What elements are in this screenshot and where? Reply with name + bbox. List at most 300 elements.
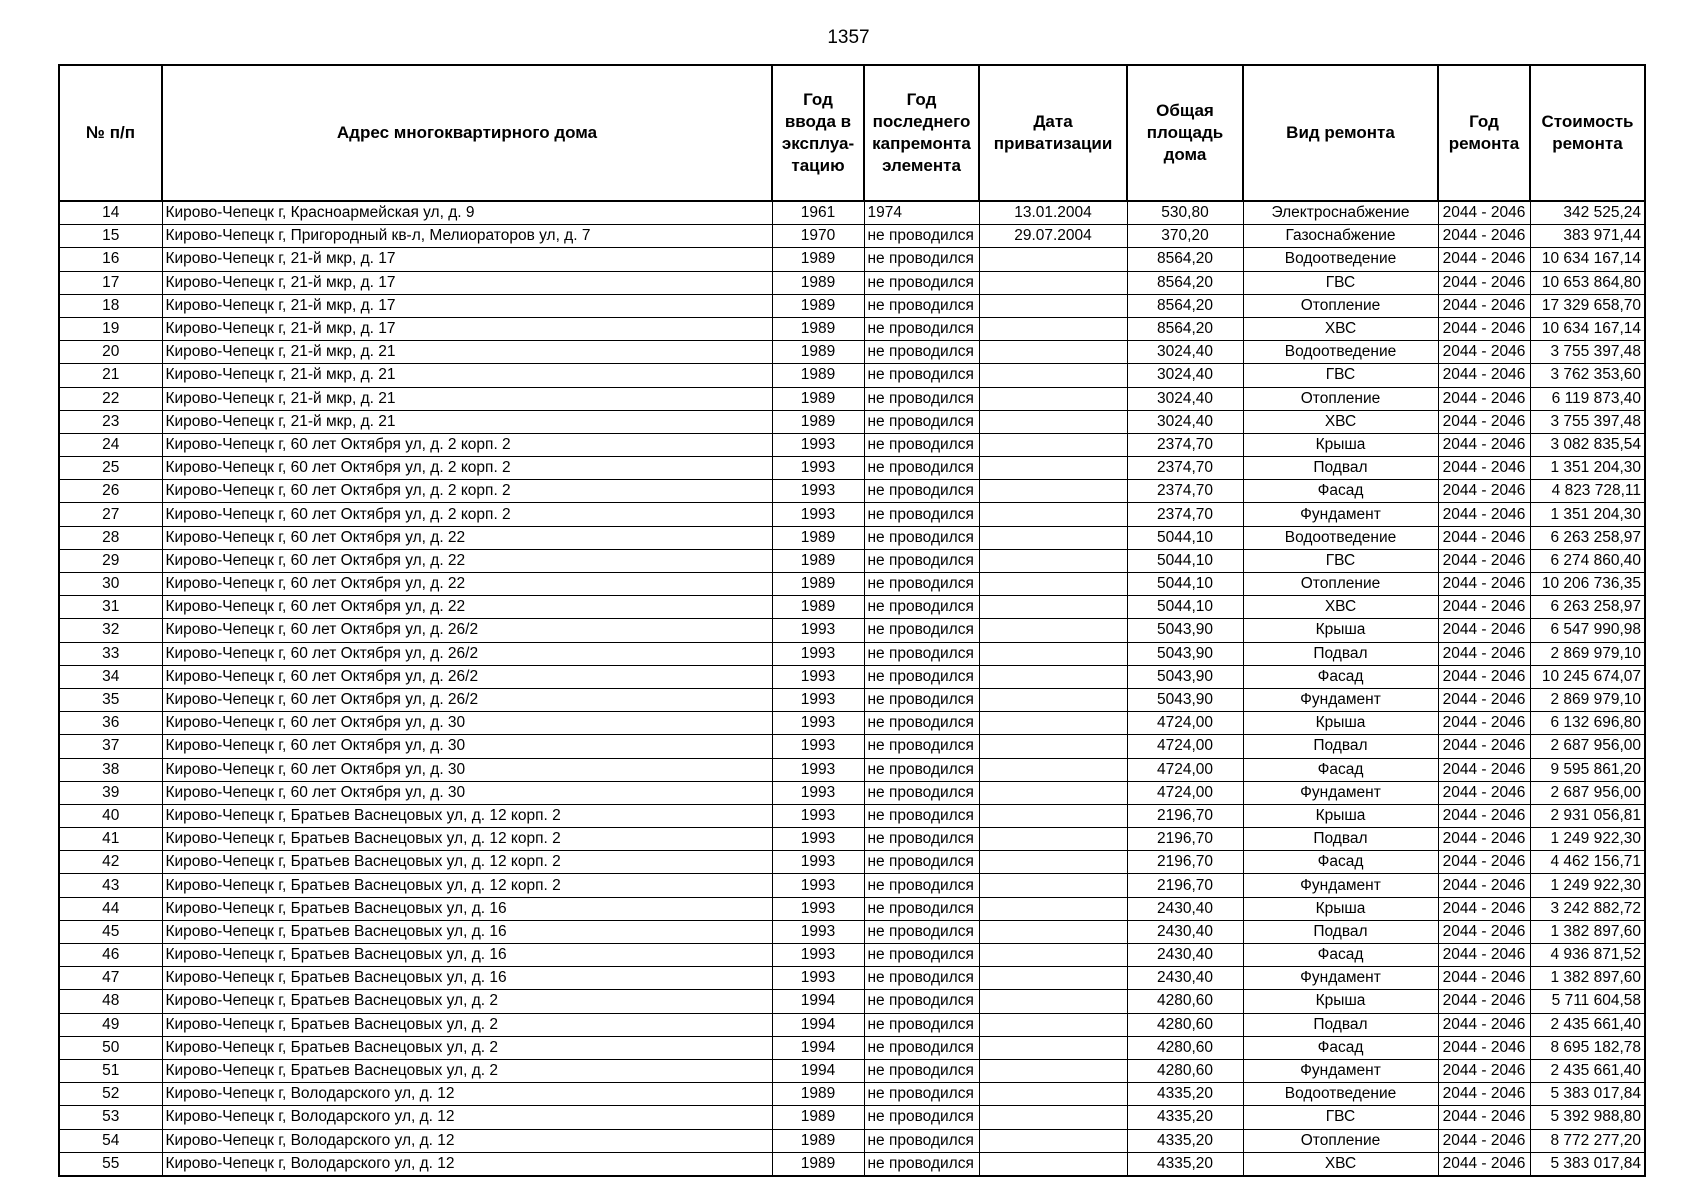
cell-repair-year: 2044 - 2046 xyxy=(1438,758,1530,781)
cell-area: 3024,40 xyxy=(1127,364,1243,387)
cell-privatization-date xyxy=(979,712,1127,735)
page-number: 1357 xyxy=(827,27,870,48)
cell-year-in: 1993 xyxy=(772,712,864,735)
cell-address: Кирово-Чепецк г, 60 лет Октября ул, д. 26/2 xyxy=(162,688,772,711)
cell-privatization-date xyxy=(979,1083,1127,1106)
cell-year-in: 1993 xyxy=(772,874,864,897)
cell-row-num: 30 xyxy=(59,573,162,596)
cell-cost: 1 351 204,30 xyxy=(1530,457,1645,480)
cell-repair-year: 2044 - 2046 xyxy=(1438,828,1530,851)
cell-area: 3024,40 xyxy=(1127,410,1243,433)
cell-cost: 3 755 397,48 xyxy=(1530,341,1645,364)
cell-year-in: 1993 xyxy=(772,967,864,990)
cell-cost: 6 263 258,97 xyxy=(1530,526,1645,549)
cell-year-in: 1993 xyxy=(772,480,864,503)
cell-area: 4335,20 xyxy=(1127,1129,1243,1152)
cell-cost: 17 329 658,70 xyxy=(1530,294,1645,317)
cell-last-repair: не проводился xyxy=(864,967,979,990)
cell-repair-type: ХВС xyxy=(1243,1152,1438,1176)
cell-last-repair: не проводился xyxy=(864,619,979,642)
cell-year-in: 1989 xyxy=(772,317,864,340)
cell-privatization-date xyxy=(979,573,1127,596)
cell-last-repair: не проводился xyxy=(864,1013,979,1036)
cell-address: Кирово-Чепецк г, Братьев Васнецовых ул, д. 12 корп. 2 xyxy=(162,828,772,851)
cell-privatization-date xyxy=(979,897,1127,920)
cell-row-num: 50 xyxy=(59,1036,162,1059)
cell-row-num: 24 xyxy=(59,433,162,456)
cell-last-repair: не проводился xyxy=(864,851,979,874)
table-row xyxy=(59,549,1645,572)
cell-area: 2196,70 xyxy=(1127,851,1243,874)
cell-row-num: 37 xyxy=(59,735,162,758)
cell-privatization-date xyxy=(979,549,1127,572)
cell-cost: 342 525,24 xyxy=(1530,201,1645,225)
cell-cost: 4 462 156,71 xyxy=(1530,851,1645,874)
cell-privatization-date xyxy=(979,480,1127,503)
table-row xyxy=(59,1083,1645,1106)
cell-area: 8564,20 xyxy=(1127,248,1243,271)
cell-privatization-date xyxy=(979,758,1127,781)
cell-area: 8564,20 xyxy=(1127,294,1243,317)
cell-privatization-date xyxy=(979,317,1127,340)
cell-cost: 4 823 728,11 xyxy=(1530,480,1645,503)
cell-address: Кирово-Чепецк г, Красноармейская ул, д. 9 xyxy=(162,201,772,225)
cell-row-num: 48 xyxy=(59,990,162,1013)
cell-privatization-date xyxy=(979,433,1127,456)
cell-last-repair: не проводился xyxy=(864,596,979,619)
cell-privatization-date xyxy=(979,1152,1127,1176)
table-row xyxy=(59,410,1645,433)
cell-cost: 6 119 873,40 xyxy=(1530,387,1645,410)
cell-repair-type: ХВС xyxy=(1243,317,1438,340)
cell-row-num: 41 xyxy=(59,828,162,851)
cell-area: 5043,90 xyxy=(1127,619,1243,642)
cell-year-in: 1993 xyxy=(772,619,864,642)
cell-area: 4335,20 xyxy=(1127,1106,1243,1129)
cell-area: 4335,20 xyxy=(1127,1152,1243,1176)
table-row xyxy=(59,944,1645,967)
cell-repair-type: Фасад xyxy=(1243,851,1438,874)
cell-privatization-date xyxy=(979,271,1127,294)
cell-repair-type: Водоотведение xyxy=(1243,341,1438,364)
cell-privatization-date xyxy=(979,1129,1127,1152)
cell-last-repair: не проводился xyxy=(864,897,979,920)
cell-cost: 2 931 056,81 xyxy=(1530,804,1645,827)
cell-address: Кирово-Чепецк г, 60 лет Октября ул, д. 22 xyxy=(162,526,772,549)
cell-address: Кирово-Чепецк г, 21-й мкр, д. 17 xyxy=(162,317,772,340)
cell-year-in: 1993 xyxy=(772,781,864,804)
cell-year-in: 1989 xyxy=(772,573,864,596)
cell-year-in: 1993 xyxy=(772,828,864,851)
cell-last-repair: не проводился xyxy=(864,944,979,967)
cell-last-repair: не проводился xyxy=(864,294,979,317)
cell-repair-year: 2044 - 2046 xyxy=(1438,596,1530,619)
table-row xyxy=(59,920,1645,943)
cell-repair-year: 2044 - 2046 xyxy=(1438,480,1530,503)
cell-area: 5043,90 xyxy=(1127,665,1243,688)
cell-year-in: 1961 xyxy=(772,201,864,225)
cell-address: Кирово-Чепецк г, Володарского ул, д. 12 xyxy=(162,1129,772,1152)
cell-repair-type: ГВС xyxy=(1243,271,1438,294)
cell-address: Кирово-Чепецк г, 21-й мкр, д. 17 xyxy=(162,294,772,317)
cell-row-num: 32 xyxy=(59,619,162,642)
cell-year-in: 1989 xyxy=(772,341,864,364)
cell-address: Кирово-Чепецк г, Братьев Васнецовых ул, д. 16 xyxy=(162,944,772,967)
cell-row-num: 20 xyxy=(59,341,162,364)
table-row xyxy=(59,1036,1645,1059)
cell-repair-year: 2044 - 2046 xyxy=(1438,341,1530,364)
cell-repair-type: Крыша xyxy=(1243,897,1438,920)
cell-cost: 10 245 674,07 xyxy=(1530,665,1645,688)
repair-table xyxy=(58,64,1646,1177)
table-row xyxy=(59,317,1645,340)
cell-privatization-date xyxy=(979,248,1127,271)
cell-row-num: 40 xyxy=(59,804,162,827)
table-body xyxy=(59,201,1645,1176)
cell-address: Кирово-Чепецк г, 21-й мкр, д. 21 xyxy=(162,387,772,410)
cell-last-repair: не проводился xyxy=(864,781,979,804)
cell-last-repair: не проводился xyxy=(864,758,979,781)
table-row xyxy=(59,804,1645,827)
table-row xyxy=(59,387,1645,410)
cell-repair-year: 2044 - 2046 xyxy=(1438,1036,1530,1059)
cell-repair-type: Газоснабжение xyxy=(1243,225,1438,248)
cell-last-repair: не проводился xyxy=(864,874,979,897)
cell-year-in: 1993 xyxy=(772,851,864,874)
cell-row-num: 18 xyxy=(59,294,162,317)
cell-repair-year: 2044 - 2046 xyxy=(1438,712,1530,735)
cell-last-repair: не проводился xyxy=(864,665,979,688)
cell-repair-year: 2044 - 2046 xyxy=(1438,990,1530,1013)
cell-year-in: 1993 xyxy=(772,688,864,711)
cell-last-repair: не проводился xyxy=(864,433,979,456)
cell-row-num: 19 xyxy=(59,317,162,340)
table-row xyxy=(59,294,1645,317)
header-repair-type: Вид ремонта xyxy=(1243,65,1438,201)
table-row xyxy=(59,712,1645,735)
cell-repair-year: 2044 - 2046 xyxy=(1438,201,1530,225)
cell-year-in: 1989 xyxy=(772,410,864,433)
cell-address: Кирово-Чепецк г, Братьев Васнецовых ул, д. 12 корп. 2 xyxy=(162,874,772,897)
cell-row-num: 15 xyxy=(59,225,162,248)
table-row xyxy=(59,967,1645,990)
cell-repair-year: 2044 - 2046 xyxy=(1438,688,1530,711)
cell-address: Кирово-Чепецк г, 60 лет Октября ул, д. 30 xyxy=(162,781,772,804)
cell-area: 8564,20 xyxy=(1127,317,1243,340)
cell-privatization-date xyxy=(979,804,1127,827)
cell-cost: 6 132 696,80 xyxy=(1530,712,1645,735)
cell-row-num: 23 xyxy=(59,410,162,433)
cell-cost: 10 653 864,80 xyxy=(1530,271,1645,294)
cell-repair-type: Фундамент xyxy=(1243,688,1438,711)
cell-address: Кирово-Чепецк г, 60 лет Октября ул, д. 22 xyxy=(162,596,772,619)
cell-area: 4724,00 xyxy=(1127,712,1243,735)
cell-repair-year: 2044 - 2046 xyxy=(1438,433,1530,456)
cell-year-in: 1993 xyxy=(772,758,864,781)
table-row xyxy=(59,201,1645,225)
cell-last-repair: не проводился xyxy=(864,573,979,596)
cell-year-in: 1993 xyxy=(772,804,864,827)
cell-address: Кирово-Чепецк г, Братьев Васнецовых ул, д. 16 xyxy=(162,967,772,990)
cell-address: Кирово-Чепецк г, 21-й мкр, д. 21 xyxy=(162,364,772,387)
cell-repair-type: Подвал xyxy=(1243,735,1438,758)
cell-cost: 1 382 897,60 xyxy=(1530,920,1645,943)
cell-repair-year: 2044 - 2046 xyxy=(1438,1152,1530,1176)
cell-area: 2430,40 xyxy=(1127,897,1243,920)
cell-cost: 1 249 922,30 xyxy=(1530,828,1645,851)
cell-privatization-date xyxy=(979,410,1127,433)
table-row xyxy=(59,897,1645,920)
cell-repair-year: 2044 - 2046 xyxy=(1438,573,1530,596)
cell-row-num: 14 xyxy=(59,201,162,225)
cell-area: 5044,10 xyxy=(1127,526,1243,549)
cell-year-in: 1989 xyxy=(772,364,864,387)
cell-row-num: 44 xyxy=(59,897,162,920)
cell-repair-year: 2044 - 2046 xyxy=(1438,225,1530,248)
cell-repair-year: 2044 - 2046 xyxy=(1438,1129,1530,1152)
cell-address: Кирово-Чепецк г, 21-й мкр, д. 17 xyxy=(162,248,772,271)
cell-repair-type: Водоотведение xyxy=(1243,1083,1438,1106)
cell-privatization-date xyxy=(979,967,1127,990)
table-row xyxy=(59,457,1645,480)
cell-area: 2430,40 xyxy=(1127,920,1243,943)
table-row xyxy=(59,271,1645,294)
cell-row-num: 26 xyxy=(59,480,162,503)
cell-privatization-date: 29.07.2004 xyxy=(979,225,1127,248)
cell-area: 4335,20 xyxy=(1127,1083,1243,1106)
cell-area: 4280,60 xyxy=(1127,1013,1243,1036)
cell-repair-year: 2044 - 2046 xyxy=(1438,248,1530,271)
cell-area: 4724,00 xyxy=(1127,781,1243,804)
cell-privatization-date xyxy=(979,596,1127,619)
table-row xyxy=(59,1152,1645,1176)
cell-address: Кирово-Чепецк г, 21-й мкр, д. 17 xyxy=(162,271,772,294)
cell-area: 4280,60 xyxy=(1127,990,1243,1013)
cell-repair-year: 2044 - 2046 xyxy=(1438,317,1530,340)
cell-repair-type: ХВС xyxy=(1243,596,1438,619)
cell-repair-type: Фасад xyxy=(1243,665,1438,688)
cell-area: 8564,20 xyxy=(1127,271,1243,294)
table-row xyxy=(59,1129,1645,1152)
cell-privatization-date xyxy=(979,1106,1127,1129)
cell-privatization-date xyxy=(979,526,1127,549)
cell-repair-type: Водоотведение xyxy=(1243,248,1438,271)
cell-year-in: 1993 xyxy=(772,503,864,526)
cell-area: 5044,10 xyxy=(1127,596,1243,619)
cell-area: 5044,10 xyxy=(1127,549,1243,572)
header-row xyxy=(59,65,1645,201)
cell-repair-year: 2044 - 2046 xyxy=(1438,619,1530,642)
cell-row-num: 51 xyxy=(59,1059,162,1082)
cell-row-num: 31 xyxy=(59,596,162,619)
cell-repair-type: Крыша xyxy=(1243,804,1438,827)
cell-area: 2196,70 xyxy=(1127,874,1243,897)
table-row xyxy=(59,828,1645,851)
header-repair-year: Год ремонта xyxy=(1438,65,1530,201)
cell-last-repair: не проводился xyxy=(864,1129,979,1152)
cell-repair-year: 2044 - 2046 xyxy=(1438,1083,1530,1106)
cell-row-num: 42 xyxy=(59,851,162,874)
cell-area: 2430,40 xyxy=(1127,967,1243,990)
cell-repair-type: Подвал xyxy=(1243,920,1438,943)
cell-row-num: 45 xyxy=(59,920,162,943)
cell-row-num: 25 xyxy=(59,457,162,480)
cell-year-in: 1993 xyxy=(772,642,864,665)
cell-privatization-date xyxy=(979,642,1127,665)
cell-repair-type: Фасад xyxy=(1243,480,1438,503)
cell-last-repair: 1974 xyxy=(864,201,979,225)
cell-repair-type: ГВС xyxy=(1243,549,1438,572)
cell-row-num: 16 xyxy=(59,248,162,271)
cell-cost: 383 971,44 xyxy=(1530,225,1645,248)
cell-year-in: 1994 xyxy=(772,1059,864,1082)
cell-row-num: 47 xyxy=(59,967,162,990)
cell-row-num: 53 xyxy=(59,1106,162,1129)
table-row xyxy=(59,688,1645,711)
cell-area: 4724,00 xyxy=(1127,758,1243,781)
cell-address: Кирово-Чепецк г, Володарского ул, д. 12 xyxy=(162,1152,772,1176)
cell-area: 2374,70 xyxy=(1127,457,1243,480)
cell-cost: 9 595 861,20 xyxy=(1530,758,1645,781)
cell-repair-type: Крыша xyxy=(1243,990,1438,1013)
cell-repair-type: Фундамент xyxy=(1243,503,1438,526)
cell-privatization-date xyxy=(979,387,1127,410)
table-row xyxy=(59,573,1645,596)
cell-repair-year: 2044 - 2046 xyxy=(1438,897,1530,920)
cell-year-in: 1989 xyxy=(772,549,864,572)
cell-row-num: 29 xyxy=(59,549,162,572)
cell-cost: 5 392 988,80 xyxy=(1530,1106,1645,1129)
cell-row-num: 33 xyxy=(59,642,162,665)
cell-repair-year: 2044 - 2046 xyxy=(1438,526,1530,549)
cell-privatization-date xyxy=(979,1013,1127,1036)
cell-cost: 3 082 835,54 xyxy=(1530,433,1645,456)
cell-area: 2196,70 xyxy=(1127,828,1243,851)
cell-repair-year: 2044 - 2046 xyxy=(1438,294,1530,317)
cell-year-in: 1993 xyxy=(772,897,864,920)
cell-last-repair: не проводился xyxy=(864,248,979,271)
cell-year-in: 1989 xyxy=(772,1152,864,1176)
cell-repair-type: Водоотведение xyxy=(1243,526,1438,549)
cell-privatization-date xyxy=(979,735,1127,758)
cell-row-num: 52 xyxy=(59,1083,162,1106)
cell-repair-year: 2044 - 2046 xyxy=(1438,387,1530,410)
cell-privatization-date xyxy=(979,1059,1127,1082)
cell-repair-year: 2044 - 2046 xyxy=(1438,851,1530,874)
cell-cost: 5 383 017,84 xyxy=(1530,1152,1645,1176)
cell-repair-type: Отопление xyxy=(1243,387,1438,410)
cell-cost: 2 687 956,00 xyxy=(1530,735,1645,758)
cell-repair-type: Крыша xyxy=(1243,433,1438,456)
cell-year-in: 1994 xyxy=(772,1036,864,1059)
table-row xyxy=(59,433,1645,456)
cell-cost: 2 869 979,10 xyxy=(1530,642,1645,665)
cell-row-num: 17 xyxy=(59,271,162,294)
cell-repair-type: Отопление xyxy=(1243,573,1438,596)
cell-cost: 1 382 897,60 xyxy=(1530,967,1645,990)
cell-row-num: 55 xyxy=(59,1152,162,1176)
cell-repair-type: Подвал xyxy=(1243,457,1438,480)
cell-repair-year: 2044 - 2046 xyxy=(1438,271,1530,294)
cell-privatization-date xyxy=(979,503,1127,526)
cell-last-repair: не проводился xyxy=(864,712,979,735)
cell-area: 4724,00 xyxy=(1127,735,1243,758)
cell-last-repair: не проводился xyxy=(864,1059,979,1082)
cell-privatization-date xyxy=(979,619,1127,642)
cell-address: Кирово-Чепецк г, Братьев Васнецовых ул, д. 12 корп. 2 xyxy=(162,804,772,827)
cell-area: 3024,40 xyxy=(1127,387,1243,410)
table-row xyxy=(59,665,1645,688)
cell-area: 4280,60 xyxy=(1127,1036,1243,1059)
cell-repair-type: Электроснабжение xyxy=(1243,201,1438,225)
cell-cost: 10 634 167,14 xyxy=(1530,317,1645,340)
cell-row-num: 28 xyxy=(59,526,162,549)
cell-repair-year: 2044 - 2046 xyxy=(1438,967,1530,990)
cell-repair-type: Крыша xyxy=(1243,619,1438,642)
cell-repair-type: Подвал xyxy=(1243,828,1438,851)
header-year-in: Год ввода в эксплуа-тацию xyxy=(772,65,864,201)
table-row xyxy=(59,990,1645,1013)
cell-repair-type: Подвал xyxy=(1243,1013,1438,1036)
cell-row-num: 38 xyxy=(59,758,162,781)
cell-last-repair: не проводился xyxy=(864,1083,979,1106)
cell-row-num: 54 xyxy=(59,1129,162,1152)
cell-cost: 1 249 922,30 xyxy=(1530,874,1645,897)
cell-cost: 8 695 182,78 xyxy=(1530,1036,1645,1059)
cell-year-in: 1993 xyxy=(772,920,864,943)
cell-year-in: 1989 xyxy=(772,596,864,619)
table-row xyxy=(59,642,1645,665)
cell-repair-year: 2044 - 2046 xyxy=(1438,920,1530,943)
cell-row-num: 34 xyxy=(59,665,162,688)
cell-repair-year: 2044 - 2046 xyxy=(1438,642,1530,665)
cell-repair-year: 2044 - 2046 xyxy=(1438,1013,1530,1036)
cell-year-in: 1993 xyxy=(772,665,864,688)
cell-cost: 10 206 736,35 xyxy=(1530,573,1645,596)
table-row xyxy=(59,735,1645,758)
cell-privatization-date xyxy=(979,920,1127,943)
cell-last-repair: не проводился xyxy=(864,804,979,827)
table-row xyxy=(59,526,1645,549)
cell-row-num: 39 xyxy=(59,781,162,804)
cell-area: 530,80 xyxy=(1127,201,1243,225)
cell-year-in: 1993 xyxy=(772,944,864,967)
cell-year-in: 1989 xyxy=(772,248,864,271)
cell-area: 4280,60 xyxy=(1127,1059,1243,1082)
cell-cost: 6 263 258,97 xyxy=(1530,596,1645,619)
table-row xyxy=(59,596,1645,619)
cell-year-in: 1993 xyxy=(772,433,864,456)
cell-privatization-date: 13.01.2004 xyxy=(979,201,1127,225)
cell-area: 5044,10 xyxy=(1127,573,1243,596)
cell-last-repair: не проводился xyxy=(864,920,979,943)
cell-repair-year: 2044 - 2046 xyxy=(1438,503,1530,526)
cell-repair-type: Фундамент xyxy=(1243,967,1438,990)
cell-address: Кирово-Чепецк г, Пригородный кв-л, Мелиораторов ул, д. 7 xyxy=(162,225,772,248)
cell-last-repair: не проводился xyxy=(864,1152,979,1176)
cell-row-num: 43 xyxy=(59,874,162,897)
cell-address: Кирово-Чепецк г, Володарского ул, д. 12 xyxy=(162,1106,772,1129)
cell-cost: 5 711 604,58 xyxy=(1530,990,1645,1013)
cell-last-repair: не проводился xyxy=(864,364,979,387)
cell-repair-year: 2044 - 2046 xyxy=(1438,457,1530,480)
cell-privatization-date xyxy=(979,944,1127,967)
table-row xyxy=(59,225,1645,248)
cell-address: Кирово-Чепецк г, 60 лет Октября ул, д. 22 xyxy=(162,549,772,572)
cell-last-repair: не проводился xyxy=(864,317,979,340)
cell-last-repair: не проводился xyxy=(864,225,979,248)
table-row xyxy=(59,1059,1645,1082)
